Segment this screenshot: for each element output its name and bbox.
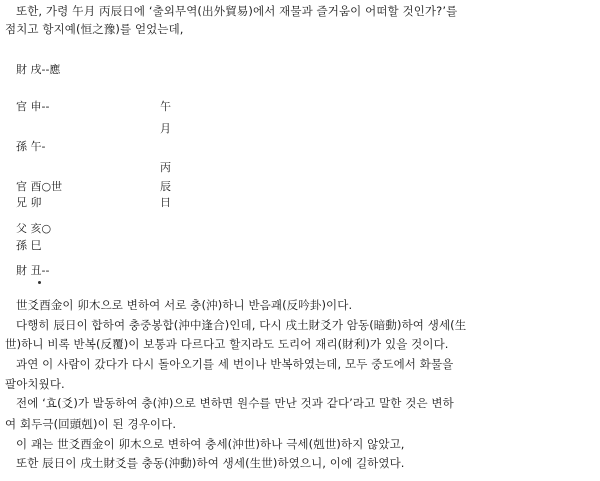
intro-line-2: 점치고 항지예(恒之豫)를 얻었는데, [5,22,184,36]
hexagram-mark-dot [38,281,41,284]
body-line-3: 世)하니 비록 반복(反覆)이 보통과 다르다고 할지라도 도리어 재리(財利)가 있을 것이다. [5,337,449,351]
hexagram-line-6: 財 戌--應 [16,63,61,76]
body-line-2: 다행히 辰日이 합하여 충중봉합(沖中逢合)인데, 다시 戌土財爻가 암동(暗動)하여 생세(生 [16,318,467,332]
hexagram-line-4: 孫 午- [16,140,46,153]
body-line-6: 전에 ‘효(爻)가 발동하여 충(沖)으로 변하면 원수를 만난 것과 같다’라고 말한 것은 변하 [16,396,454,410]
date-char-2: 月 [160,122,171,135]
body-line-5: 팔아치웠다. [5,377,65,391]
body-line-8: 이 괘는 世爻酉金이 卯木으로 변하여 충세(沖世)하나 극세(剋世)하지 않았고, [16,437,405,451]
body-line-9: 또한 辰日이 戌土財爻를 충동(沖動)하여 생세(生世)하였으니, 이에 길하였다. [16,456,405,470]
hexagram-line-5: 官 申-- [16,100,50,113]
date-char-1: 午 [160,100,171,113]
date-char-3: 丙 [160,161,171,174]
hexagram-line-1-changed-father: 父 亥○ [16,222,52,235]
date-char-4: 辰 [160,180,171,193]
body-line-1: 世爻酉金이 卯木으로 변하여 서로 충(沖)하니 반음괘(反吟卦)이다. [16,298,353,312]
hexagram-line-1: 財 丑-- [16,264,50,277]
body-line-7: 여 회두극(回頭剋)이 된 경우이다. [5,417,177,431]
intro-line-1: 또한, 가령 午月 丙辰日에 ‘출외무역(出外貿易)에서 재물과 즐거움이 어떠할 것인가?’를 [16,4,458,18]
hexagram-line-2: 兄 卯 [16,196,42,209]
hexagram-line-3: 官 酉○世 [16,180,63,193]
date-char-5: 日 [160,196,171,209]
hexagram-line-1-changed-son: 孫 巳 [16,239,42,252]
body-line-4: 과연 이 사람이 갔다가 다시 돌아오기를 세 번이나 반복하였는데, 모두 중도에서 화물을 [16,357,454,371]
